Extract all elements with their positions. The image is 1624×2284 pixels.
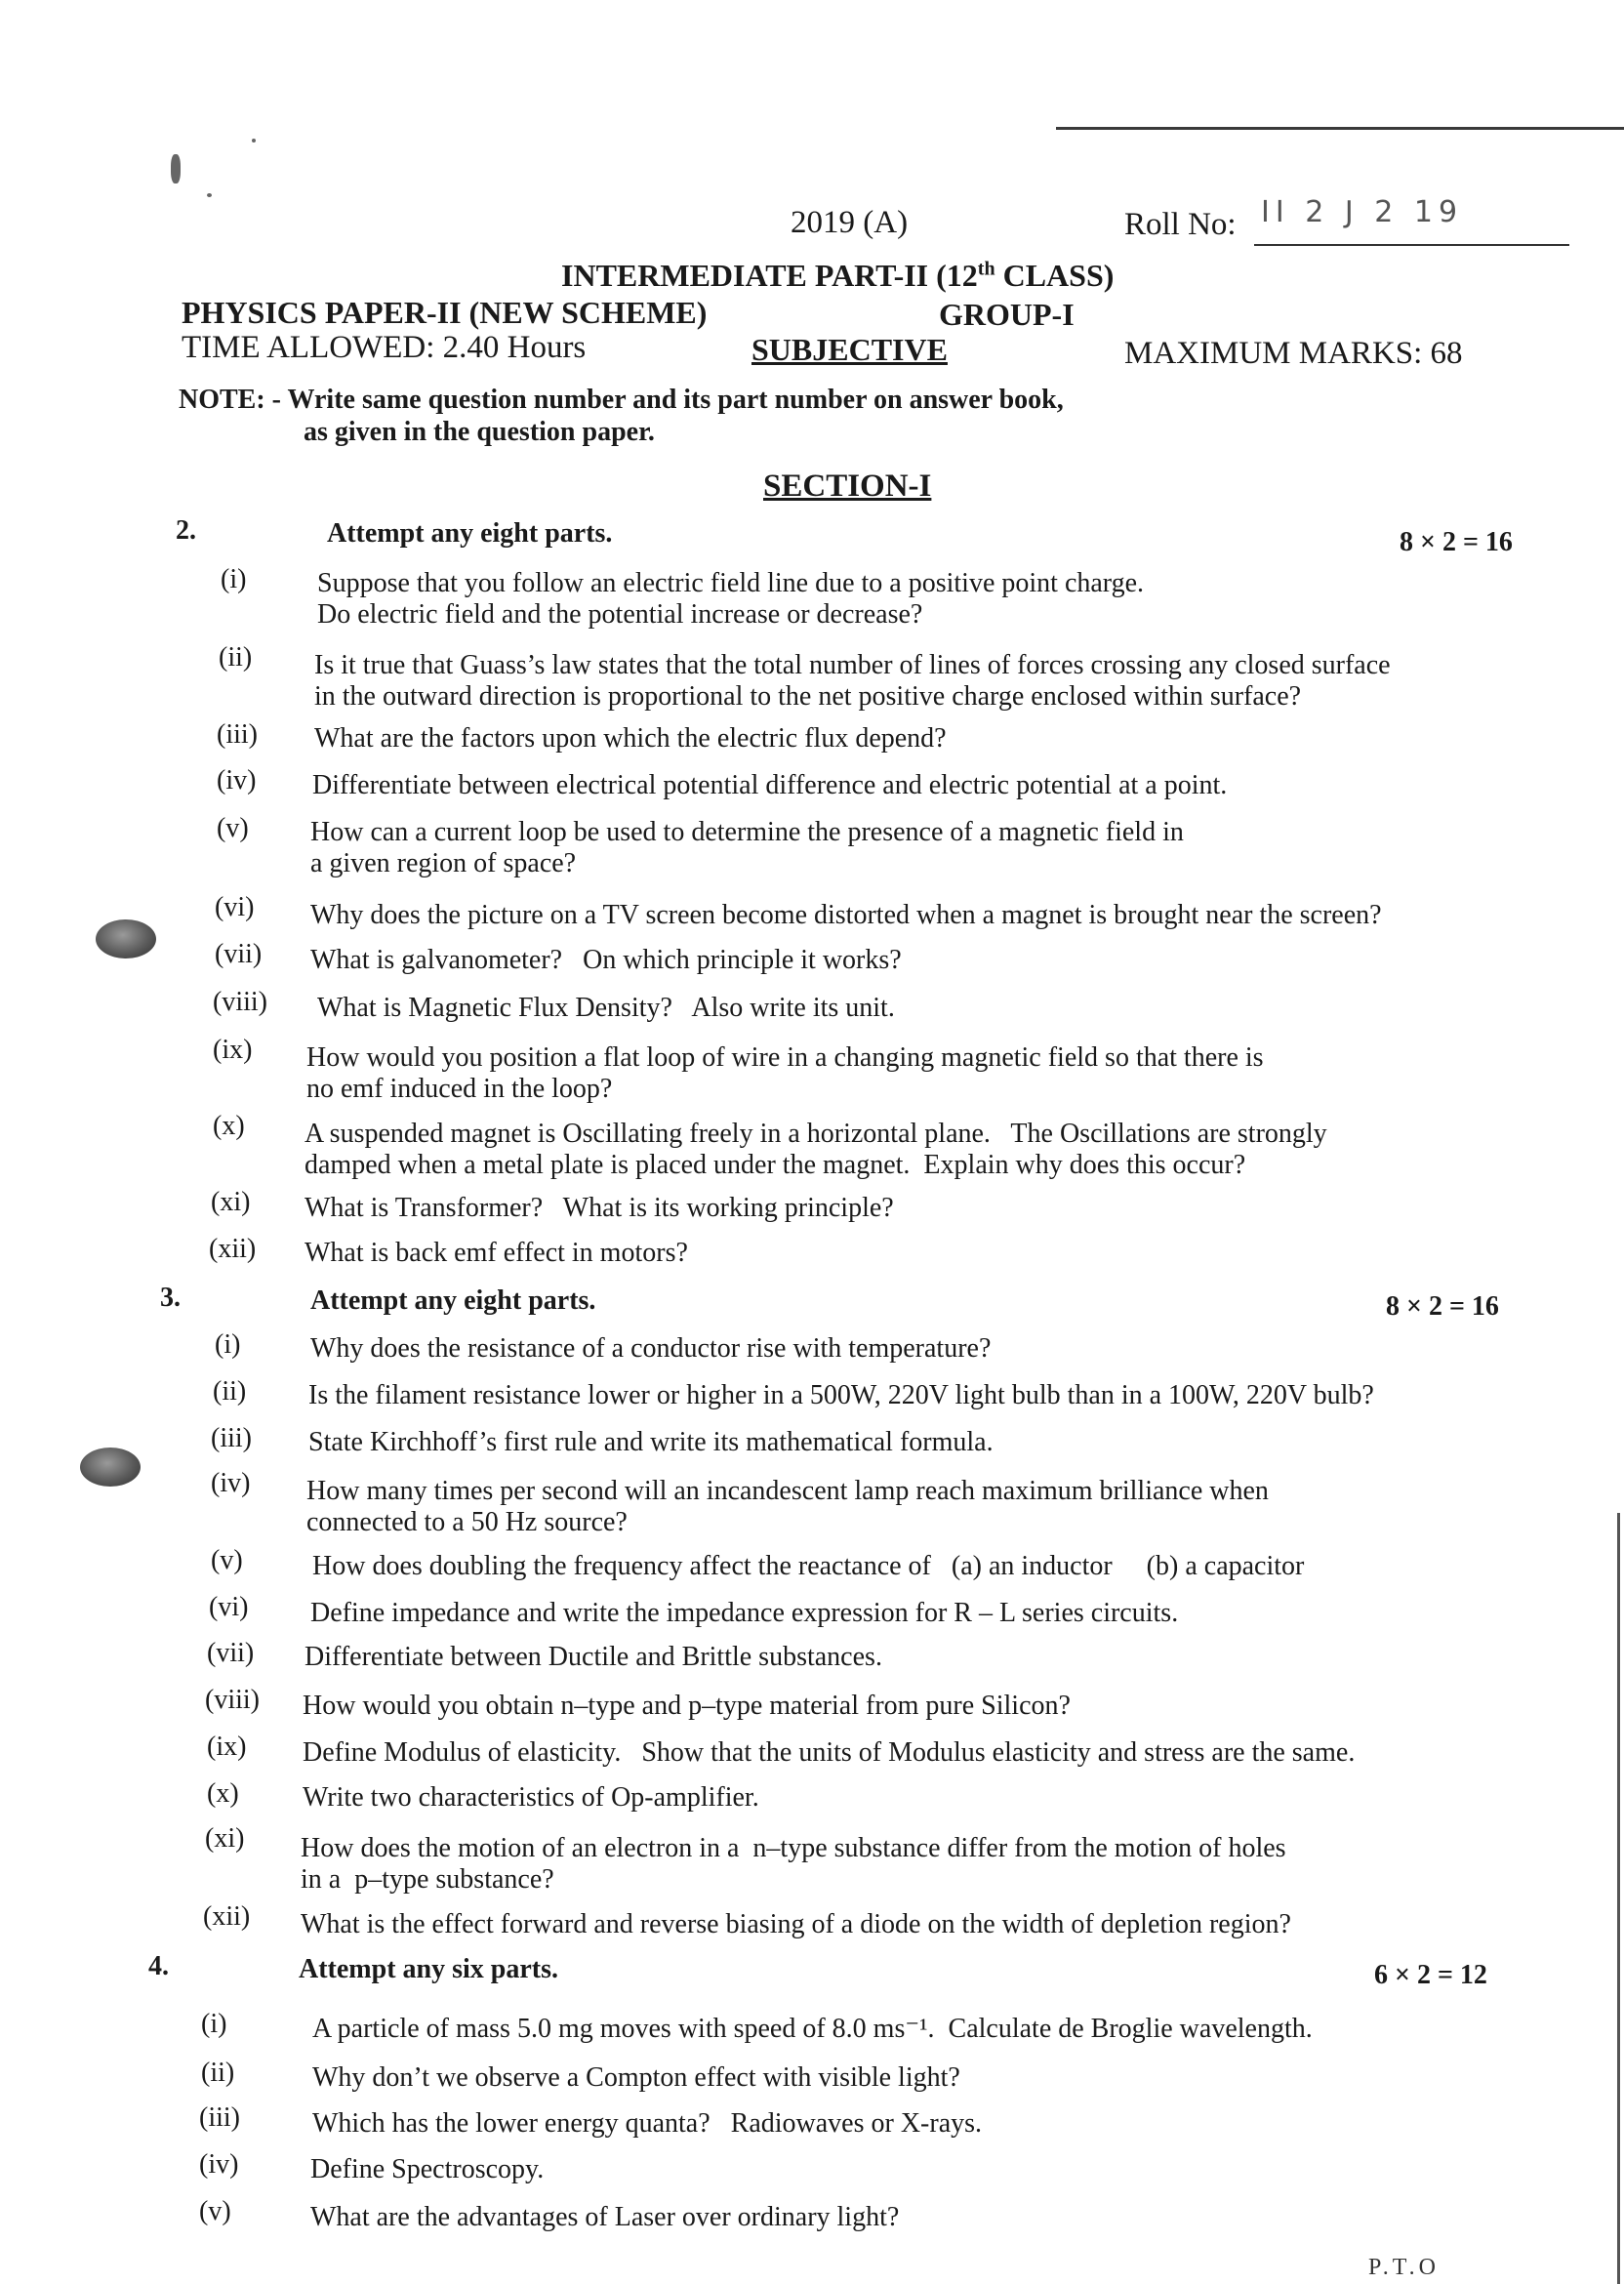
exam-title: INTERMEDIATE PART-II (12th CLASS) (561, 258, 1115, 293)
part-text: Why does the resistance of a conductor rise with temperature? (310, 1333, 992, 1364)
part-number: (x) (207, 1778, 239, 1809)
part-number: (vi) (215, 892, 255, 922)
part-number: (xi) (211, 1187, 251, 1217)
part-number: (v) (217, 813, 249, 843)
question-marks: 8 × 2 = 16 (1386, 1291, 1499, 1322)
part-text: What is Magnetic Flux Density? Also write its unit. (317, 993, 895, 1023)
part-number: (iii) (211, 1423, 252, 1453)
part-text: How many times per second will an incandescent lamp reach maximum brilliance when connected to a 50 Hz source? (306, 1476, 1269, 1537)
part-text: What is the effect forward and reverse biasing of a diode on the width of depletion region? (301, 1909, 1291, 1939)
part-number: (iv) (211, 1468, 251, 1498)
part-text: How does doubling the frequency affect the reactance of (a) an inductor (b) a capacitor (312, 1551, 1305, 1581)
part-number: (v) (199, 2196, 231, 2226)
part-text: Which has the lower energy quanta? Radiowaves or X-rays. (312, 2108, 983, 2139)
question-instruction: Attempt any eight parts. (310, 1285, 596, 1316)
part-number: (xi) (205, 1823, 245, 1854)
paper-name: PHYSICS PAPER-II (NEW SCHEME) (182, 295, 708, 330)
scan-speck (252, 139, 256, 143)
scan-right-edge-line (1617, 1513, 1620, 2284)
part-text: How can a current loop be used to determine the presence of a magnetic field in a given region of space? (310, 817, 1184, 878)
part-number: (ix) (207, 1732, 247, 1762)
question-instruction: Attempt any six parts. (299, 1954, 558, 1984)
pto-marker: P.T.O (1368, 2255, 1440, 2280)
part-number: (xii) (203, 1901, 251, 1932)
scan-speck (207, 193, 212, 197)
part-text: Define impedance and write the impedance expression for R – L series circuits. (310, 1598, 1179, 1628)
part-number: (i) (221, 564, 247, 594)
part-text: Why does the picture on a TV screen become distorted when a magnet is brought near the screen? (310, 900, 1382, 930)
part-number: (iv) (199, 2149, 239, 2180)
part-number: (ii) (213, 1376, 247, 1407)
section-heading: SECTION-I (763, 469, 932, 504)
part-text: Write two characteristics of Op-amplifier. (303, 1782, 759, 1813)
part-text: A particle of mass 5.0 mg moves with speed of 8.0 ms⁻¹. Calculate de Broglie wavelength. (312, 2014, 1313, 2044)
punch-hole (80, 1448, 141, 1487)
question-instruction: Attempt any eight parts. (327, 518, 613, 549)
part-number: (vii) (207, 1638, 255, 1668)
note-line-2: as given in the question paper. (304, 417, 655, 447)
part-text: Why don’t we observe a Compton effect with visible light? (312, 2062, 960, 2093)
maximum-marks: MAXIMUM MARKS: 68 (1124, 336, 1463, 371)
group-label: GROUP-I (939, 297, 1075, 332)
part-number: (iii) (217, 719, 258, 750)
part-number: (i) (201, 2009, 227, 2039)
part-text: State Kirchhoff’s first rule and write its mathematical formula. (308, 1427, 994, 1457)
scan-top-border-line (1056, 127, 1624, 130)
question-marks: 8 × 2 = 16 (1400, 527, 1513, 557)
scan-speck (171, 154, 181, 184)
part-text: Define Modulus of elasticity. Show that the units of Modulus elasticity and stress are the same. (303, 1737, 1356, 1768)
part-text: Is it true that Guass’s law states that the total number of lines of forces crossing any closed surface in the outward direction is proportional to the net positive charge enclosed within surface? (314, 650, 1391, 712)
subjective-heading: SUBJECTIVE (751, 332, 948, 367)
punch-hole (96, 919, 156, 958)
roll-number-underline (1254, 244, 1569, 246)
part-text: How would you obtain n–type and p–type material from pure Silicon? (303, 1691, 1071, 1721)
part-text: What is galvanometer? On which principle it works? (310, 945, 902, 975)
part-text: What are the advantages of Laser over ordinary light? (310, 2202, 900, 2232)
question-number: 4. (148, 1951, 169, 1981)
part-number: (viii) (213, 987, 267, 1017)
question-number: 3. (160, 1283, 181, 1313)
part-text: How would you position a flat loop of wire in a changing magnetic field so that there is no emf induced in the loop? (306, 1042, 1264, 1104)
part-number: (ii) (219, 642, 253, 673)
note-line-1: NOTE: - Write same question number and its part number on answer book, (179, 385, 1064, 415)
part-number: (vi) (209, 1592, 249, 1622)
question-number: 2. (176, 515, 196, 546)
part-text: A suspended magnet is Oscillating freely in a horizontal plane. The Oscillations are strongly damped when a metal plate is placed under the magnet. Explain why does this occur? (304, 1119, 1327, 1180)
part-number: (i) (215, 1329, 241, 1360)
part-number: (vii) (215, 939, 263, 969)
part-text: What is back emf effect in motors? (304, 1238, 688, 1268)
roll-number-handwritten: II 2 J 2 19 (1261, 195, 1464, 229)
time-allowed: TIME ALLOWED: 2.40 Hours (182, 330, 587, 365)
part-text: Is the filament resistance lower or higher in a 500W, 220V light bulb than in a 100W, 220V bulb? (308, 1380, 1374, 1410)
part-number: (xii) (209, 1234, 257, 1264)
exam-year: 2019 (A) (791, 205, 909, 240)
part-number: (viii) (205, 1685, 260, 1715)
part-text: How does the motion of an electron in a n–type substance differ from the motion of holes in a p–type substance? (301, 1833, 1286, 1895)
part-text: Differentiate between electrical potential difference and electric potential at a point. (312, 770, 1228, 800)
part-text: What is Transformer? What is its working principle? (304, 1193, 894, 1223)
part-text: What are the factors upon which the electric flux depend? (314, 723, 947, 754)
part-text: Define Spectroscopy. (310, 2154, 545, 2184)
part-text: Differentiate between Ductile and Brittle substances. (304, 1642, 882, 1672)
part-text: Suppose that you follow an electric field line due to a positive point charge. Do electric field and the potential increase or decrease? (317, 568, 1145, 630)
roll-number-label: Roll No: (1124, 207, 1237, 242)
part-number: (iv) (217, 765, 257, 795)
part-number: (ix) (213, 1035, 253, 1065)
part-number: (x) (213, 1111, 245, 1141)
part-number: (v) (211, 1545, 243, 1575)
question-marks: 6 × 2 = 12 (1374, 1960, 1487, 1990)
part-number: (iii) (199, 2102, 240, 2133)
part-number: (ii) (201, 2058, 235, 2088)
